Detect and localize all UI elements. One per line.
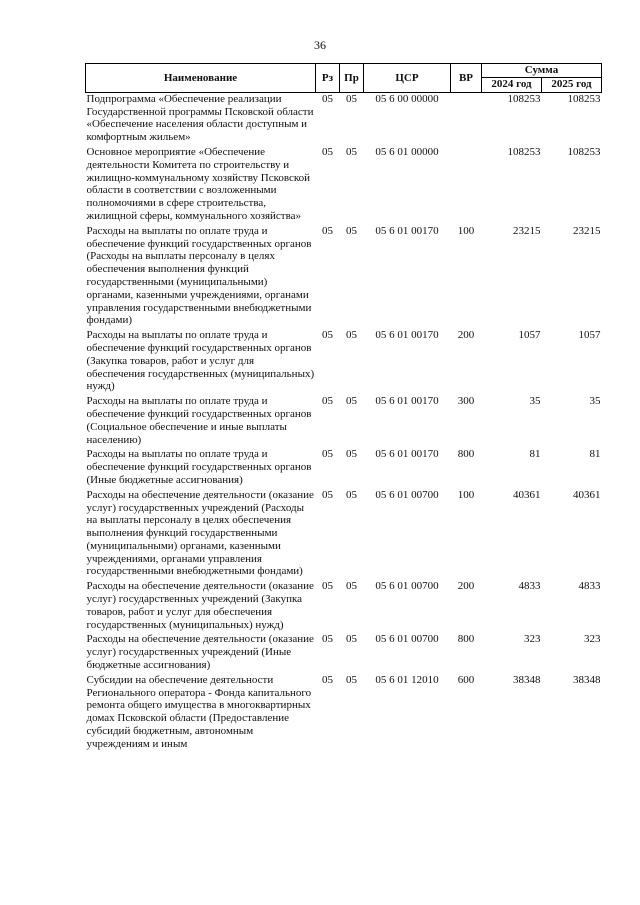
row-pr: 05 bbox=[346, 145, 357, 158]
row-rz: 05 bbox=[322, 633, 333, 646]
page-number: 36 bbox=[314, 38, 326, 52]
row-sum-2024: 108253 bbox=[507, 145, 541, 158]
table-body bbox=[86, 92, 602, 752]
row-rz: 05 bbox=[322, 580, 333, 593]
row-rz: 05 bbox=[322, 395, 333, 408]
header-pr: Пр bbox=[340, 64, 364, 93]
row-vr: 300 bbox=[457, 395, 475, 408]
row-sum-2024: 4833 bbox=[518, 580, 541, 593]
table-row bbox=[86, 329, 602, 395]
row-name: Расходы на выплаты по оплате труда и обеспечение функций государственных органов (Социальное обеспечение и иные выплаты населению) bbox=[86, 395, 312, 446]
row-sum-2024: 108253 bbox=[507, 92, 541, 105]
row-pr: 05 bbox=[346, 395, 357, 408]
row-name: Основное мероприятие «Обеспечение деятельности Комитета по строительству и жилищно-коммунальному хозяйству Псковской области в соответствии с возложенными полномочиями в сфере строительства, жилищной сферы, коммунального хозяйства» bbox=[86, 145, 311, 222]
row-vr: 800 bbox=[457, 448, 475, 461]
row-pr: 05 bbox=[346, 633, 357, 646]
row-vr: 200 bbox=[457, 329, 475, 342]
row-rz: 05 bbox=[322, 673, 333, 686]
row-sum-2025: 23215 bbox=[573, 224, 601, 237]
table-row bbox=[86, 580, 602, 633]
row-csr: 05 6 01 12010 bbox=[375, 673, 439, 686]
row-pr: 05 bbox=[346, 673, 357, 686]
row-sum-2024: 23215 bbox=[513, 224, 541, 237]
row-csr: 05 6 01 00700 bbox=[375, 488, 439, 501]
table-row bbox=[86, 674, 602, 753]
row-vr: 100 bbox=[457, 224, 475, 237]
row-sum-2024: 1057 bbox=[518, 329, 541, 342]
row-rz: 05 bbox=[322, 92, 333, 105]
budget-table bbox=[85, 63, 602, 753]
row-csr: 05 6 01 00170 bbox=[375, 395, 439, 408]
row-name: Субсидии на обеспечение деятельности Регионального оператора - Фонда капитального ремонта общего имущества в многоквартирных домах Псковской области (Предоставление субсидий бюджетным, автономным учреждениям и иным bbox=[86, 673, 312, 750]
row-vr: 800 bbox=[457, 633, 475, 646]
table-row bbox=[86, 146, 602, 225]
row-sum-2025: 38348 bbox=[573, 673, 601, 686]
row-name: Расходы на выплаты по оплате труда и обеспечение функций государственных органов (Закупка товаров, работ и услуг для обеспечения государственных (муниципальных) нужд) bbox=[86, 329, 315, 393]
row-csr: 05 6 01 00170 bbox=[375, 224, 439, 237]
row-csr: 05 6 01 00000 bbox=[375, 145, 439, 158]
header-vr: ВР bbox=[451, 64, 482, 93]
row-sum-2024: 38348 bbox=[513, 673, 541, 686]
row-sum-2025: 108253 bbox=[567, 92, 601, 105]
row-csr: 05 6 01 00170 bbox=[375, 329, 439, 342]
row-sum-2025: 35 bbox=[589, 395, 601, 408]
row-sum-2024: 35 bbox=[529, 395, 541, 408]
header-name: Наименование bbox=[86, 64, 316, 93]
row-vr bbox=[451, 146, 482, 225]
row-sum-2025: 40361 bbox=[573, 488, 601, 501]
row-name: Подпрограмма «Обеспечение реализации Государственной программы Псковской области «Обеспечение населения области доступным и комфортным жильем» bbox=[86, 92, 314, 144]
row-vr: 100 bbox=[457, 488, 475, 501]
row-vr: 600 bbox=[457, 673, 475, 686]
table-row bbox=[86, 395, 602, 448]
row-csr: 05 6 01 00700 bbox=[375, 580, 439, 593]
row-pr: 05 bbox=[346, 448, 357, 461]
row-rz: 05 bbox=[322, 145, 333, 158]
row-sum-2025: 1057 bbox=[578, 329, 601, 342]
row-pr: 05 bbox=[346, 92, 357, 105]
row-csr: 05 6 00 00000 bbox=[375, 92, 439, 105]
table-row bbox=[86, 92, 602, 146]
row-name: Расходы на обеспечение деятельности (оказание услуг) государственных учреждений (Расходы на выплаты персоналу в целях обеспечения выполнения функций государственными (муниципальными) органами, казенными учреждениями, органами управления государственными внебюджетными фондами) bbox=[86, 488, 314, 578]
row-vr: 200 bbox=[457, 580, 475, 593]
row-sum-2025: 108253 bbox=[567, 145, 601, 158]
row-sum-2024: 40361 bbox=[513, 488, 541, 501]
row-name: Расходы на выплаты по оплате труда и обеспечение функций государственных органов (Иные бюджетные ассигнования) bbox=[86, 448, 312, 486]
row-rz: 05 bbox=[322, 224, 333, 237]
row-pr: 05 bbox=[346, 580, 357, 593]
row-csr: 05 6 01 00700 bbox=[375, 633, 439, 646]
row-name: Расходы на обеспечение деятельности (оказание услуг) государственных учреждений (Закупка товаров, работ и услуг для обеспечения государственных (муниципальных) нужд) bbox=[86, 580, 314, 631]
header-year-2025: 2025 год bbox=[542, 77, 602, 92]
row-rz: 05 bbox=[322, 329, 333, 342]
header-rz: Рз bbox=[316, 64, 340, 93]
row-pr: 05 bbox=[346, 488, 357, 501]
row-csr: 05 6 01 00170 bbox=[375, 448, 439, 461]
row-sum-2025: 4833 bbox=[578, 580, 601, 593]
header-csr: ЦСР bbox=[364, 64, 451, 93]
table-header bbox=[86, 64, 602, 93]
header-year-2024: 2024 год bbox=[482, 77, 542, 92]
row-sum-2025: 81 bbox=[589, 448, 601, 461]
row-rz: 05 bbox=[322, 448, 333, 461]
row-pr: 05 bbox=[346, 329, 357, 342]
row-sum-2024: 81 bbox=[529, 448, 541, 461]
header-sum: Сумма bbox=[482, 64, 602, 78]
table-row bbox=[86, 633, 602, 673]
table-row bbox=[86, 489, 602, 581]
table-row bbox=[86, 225, 602, 329]
row-vr bbox=[451, 92, 482, 146]
table-row bbox=[86, 448, 602, 488]
row-pr: 05 bbox=[346, 224, 357, 237]
row-name: Расходы на обеспечение деятельности (оказание услуг) государственных учреждений (Иные бюджетные ассигнования) bbox=[86, 633, 314, 672]
row-sum-2024: 323 bbox=[524, 633, 541, 646]
row-sum-2025: 323 bbox=[584, 633, 601, 646]
row-rz: 05 bbox=[322, 488, 333, 501]
row-name: Расходы на выплаты по оплате труда и обеспечение функций государственных органов (Расходы на выплаты персоналу в целях обеспечения выполнения функций государственными (муниципальными) органами, казенными учреждениями, органами управления государственными внебюджетными фондами) bbox=[86, 224, 312, 327]
